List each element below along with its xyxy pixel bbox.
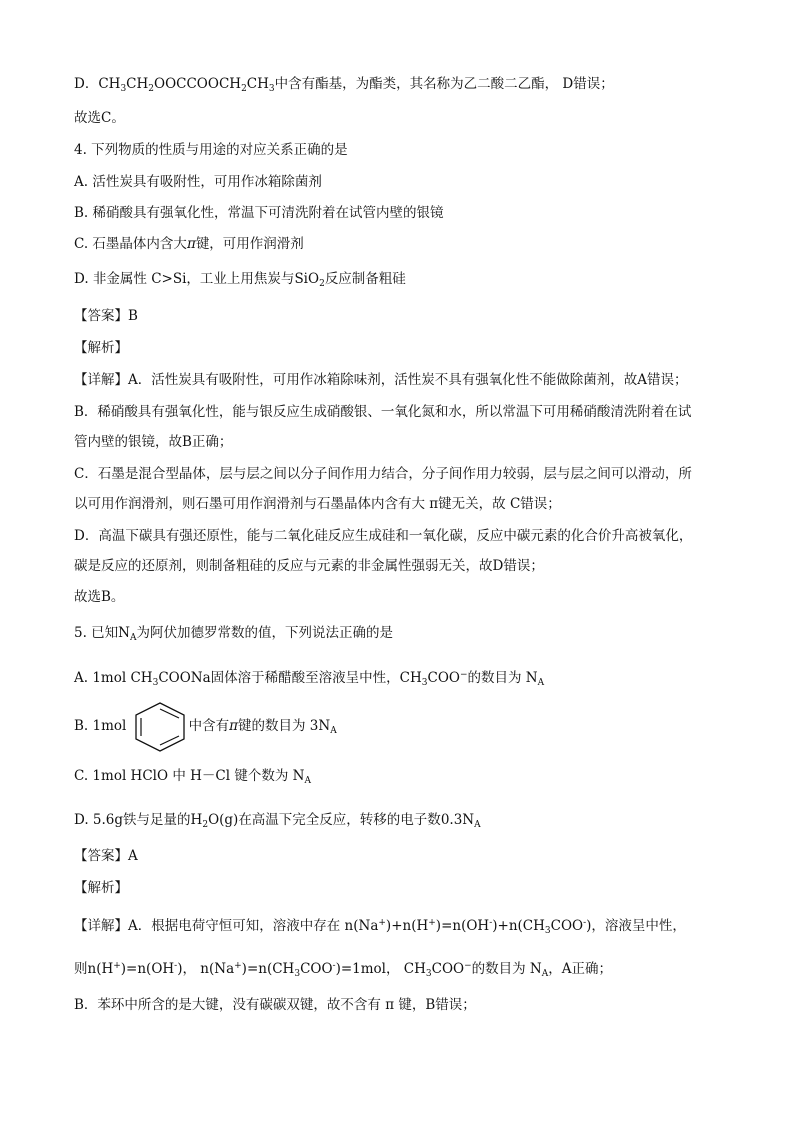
- detail-4-d-1: D．高温下碳具有强还原性，能与二氧化硅反应生成硅和一氧化碳，反应中碳元素的化合价升高被氧化，: [74, 528, 693, 544]
- detail-4-b-2: 管内壁的银镜，故B正确；: [74, 434, 233, 450]
- question-4-option-a: A. 活性炭具有吸附性，可用作冰箱除菌剂: [74, 174, 322, 190]
- detail-4-c-1: C．石墨是混合型晶体，层与层之间以分子间作用力结合，分子间作用力较弱，层与层之间可以滑动，所: [74, 466, 692, 482]
- question-4-option-b: B. 稀硝酸具有强氧化性，常温下可清洗附着在试管内壁的银镜: [74, 205, 444, 221]
- answer-5: 【答案】A: [74, 848, 138, 864]
- answer-4: 【答案】B: [74, 308, 138, 324]
- question-5-option-a: A. 1mol $CH_3COONa$固体溶于稀醋酸至溶液呈中性，$CH_3COO^-$的数目为 $N_A$: [74, 670, 545, 688]
- detail-4-d-2: 碳是反应的还原剂，则制备粗硅的反应与元素的非金属性强弱无关，故D错误；: [74, 558, 544, 574]
- analysis-5-heading: 【解析】: [74, 880, 128, 896]
- detail-5-a-2: 则n(H+)=n(OH-)， $n(Na^+)=n(CH_3COO^-)=1mol$， $CH_3COO^-$的数目为 $N_A$，A正确；: [74, 961, 612, 979]
- question-4-option-c: C. 石墨晶体内含大π键，可用作润滑剂: [74, 236, 304, 252]
- detail-4-a: 【详解】A．活性炭具有吸附性，可用作冰箱除味剂，活性炭不具有强氧化性不能做除菌剂，故A错误；: [74, 372, 688, 388]
- option-d-line: D．$CH_3CH_2OOCCOOCH_2CH_3$中含有酯基，为酯类，其名称为乙二酸二乙酯， D错误；: [74, 76, 614, 94]
- detail-4-c-2: 以可用作润滑剂，则石墨可用作润滑剂与石墨晶体内含有大 π键无关，故 C错误；: [74, 496, 561, 512]
- question-4-stem: 4. 下列物质的性质与用途的对应关系正确的是: [74, 142, 348, 158]
- detail-5-a: 【详解】A．根据电荷守恒可知，溶液中存在 $n(Na^+)+n(H^+)=n(OH^-)+n(CH_3COO^-)$，溶液呈中性，: [74, 918, 686, 936]
- question-5-option-d: D. 5.6g铁与足量的$H_2O(g)$在高温下完全反应，转移的电子数$0.3N_A$: [74, 812, 481, 830]
- question-4-option-d: D. 非金属性 C>Si，工业上用焦炭与SiO$_2$反应制备粗硅: [74, 271, 406, 289]
- question-5-option-b: B. 1mol 中含有π键的数目为 $3N_A$: [74, 700, 337, 757]
- question-5-stem: 5. 已知$N_A$为阿伏加德罗常数的值，下列说法正确的是: [74, 625, 393, 643]
- detail-4-b-1: B．稀硝酸具有强氧化性，能与银反应生成硝酸银、一氧化氮和水，所以常温下可用稀硝酸清洗附着在试: [74, 404, 692, 420]
- analysis-4-heading: 【解析】: [74, 340, 128, 356]
- conclusion-line: 故选C。: [74, 110, 125, 126]
- question-5-option-c: C. 1mol HClO 中 H－Cl 键个数为 $N_A$: [74, 768, 311, 786]
- detail-4-conclusion: 故选B。: [74, 589, 125, 605]
- detail-5-b: B．苯环中所含的是大键，没有碳碳双键，故不含有 π 键，B错误；: [74, 997, 476, 1013]
- benzene-ring-icon: [133, 701, 187, 753]
